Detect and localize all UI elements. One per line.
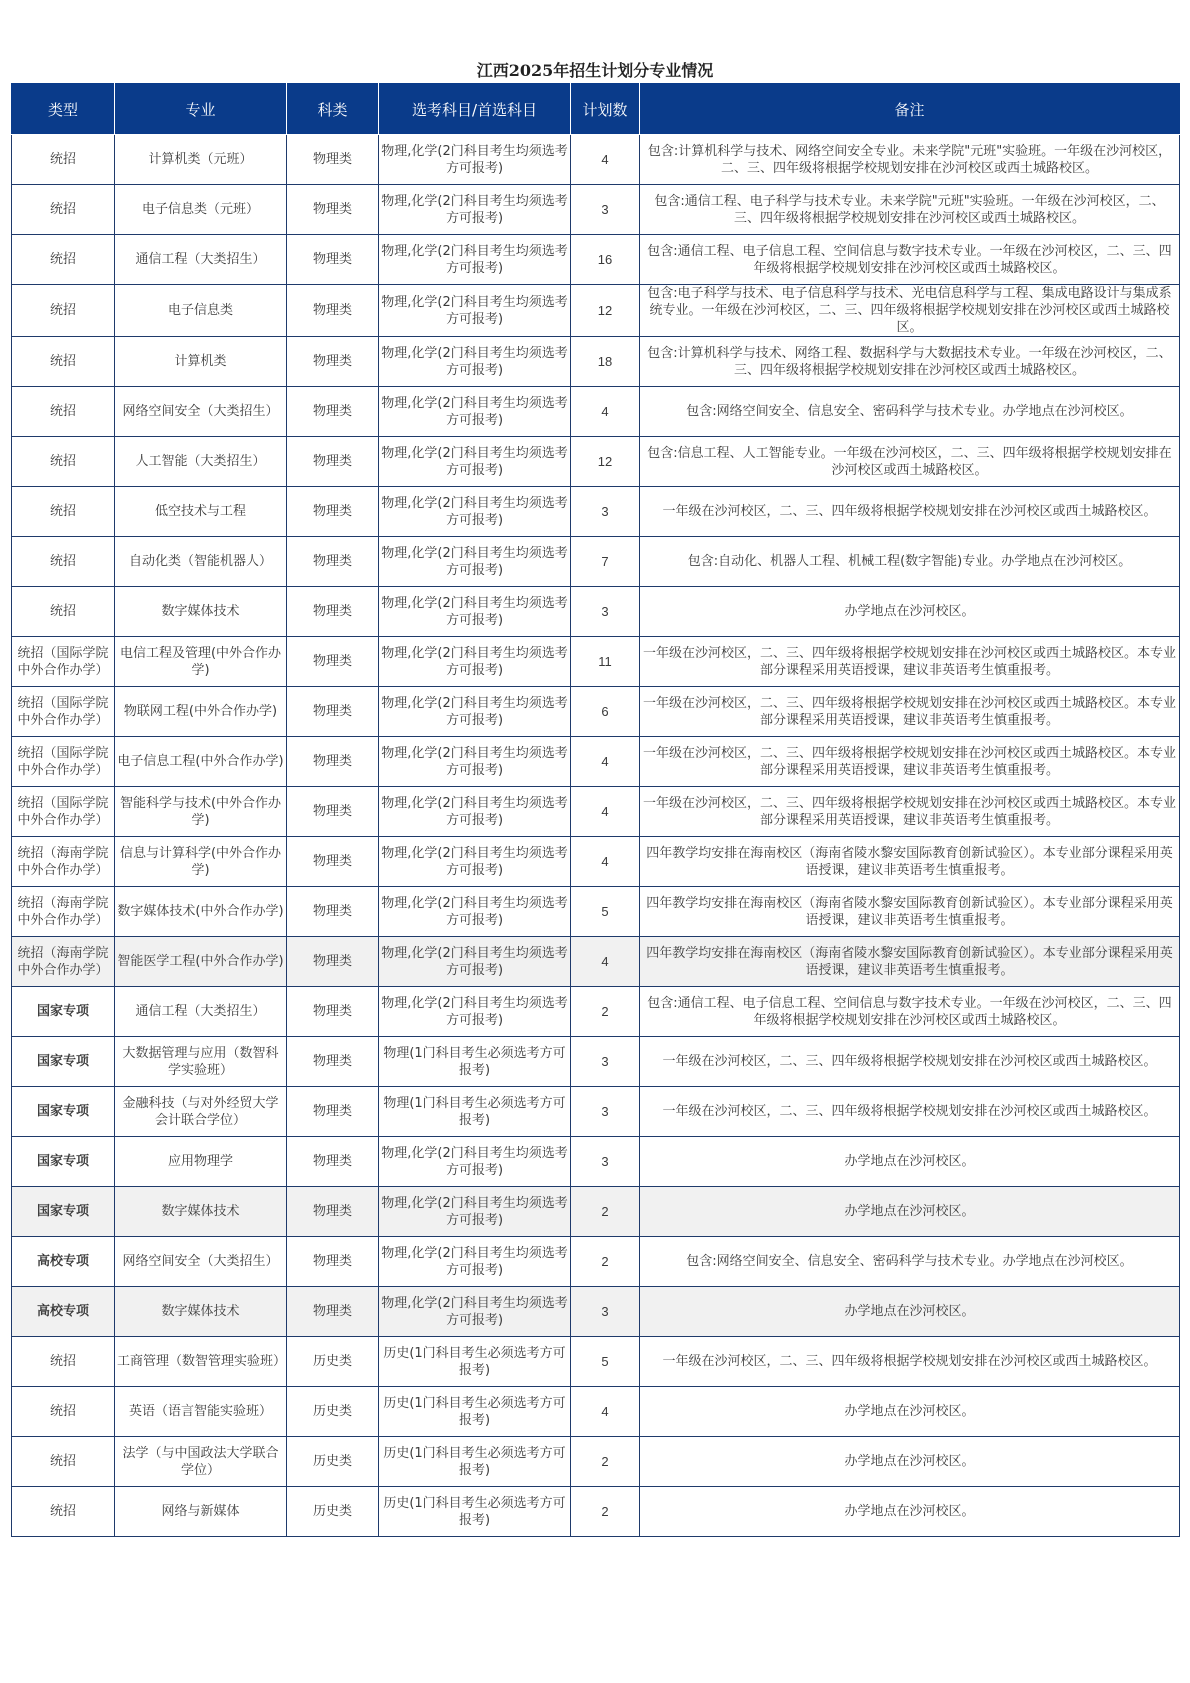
cell-type: 统招 [12,587,115,637]
cell-remark: 包含:计算机科学与技术、网络空间安全专业。未来学院"元班"实验班。一年级在沙河校区，二、三、四年级将根据学校规划安排在沙河校区或西土城路校区。 [640,135,1180,185]
cell-category: 物理类 [287,637,379,687]
cell-category: 物理类 [287,487,379,537]
cell-category: 历史类 [287,1487,379,1537]
cell-type: 高校专项 [12,1287,115,1337]
cell-count: 6 [571,687,640,737]
cell-type: 高校专项 [12,1237,115,1287]
cell-type: 统招 [12,285,115,337]
cell-count: 4 [571,737,640,787]
cell-major: 数字媒体技术 [115,1287,287,1337]
cell-major: 应用物理学 [115,1137,287,1187]
cell-major: 网络空间安全（大类招生） [115,1237,287,1287]
cell-count: 4 [571,837,640,887]
cell-type: 统招（国际学院中外合作办学） [12,787,115,837]
cell-type: 统招 [12,1437,115,1487]
cell-major: 信息与计算科学(中外合作办学) [115,837,287,887]
cell-category: 物理类 [287,687,379,737]
table-row [12,387,1180,437]
cell-subjects: 物理,化学(2门科目考生均须选考方可报考) [379,837,571,887]
cell-count: 4 [571,1387,640,1437]
cell-count: 3 [571,1087,640,1137]
cell-count: 4 [571,937,640,987]
header-category: 科类 [287,84,379,135]
cell-type: 统招 [12,1337,115,1387]
cell-category: 物理类 [287,1187,379,1237]
cell-remark: 一年级在沙河校区，二、三、四年级将根据学校规划安排在沙河校区或西土城路校区。本专业部分课程采用英语授课，建议非英语考生慎重报考。 [640,737,1180,787]
cell-remark: 包含:通信工程、电子信息工程、空间信息与数字技术专业。一年级在沙河校区，二、三、四年级将根据学校规划安排在沙河校区或西土城路校区。 [640,235,1180,285]
cell-remark: 包含:电子科学与技术、电子信息科学与技术、光电信息科学与工程、集成电路设计与集成系统专业。一年级在沙河校区，二、三、四年级将根据学校规划安排在沙河校区或西土城路校区。 [640,285,1180,337]
cell-major: 物联网工程(中外合作办学) [115,687,287,737]
table-row [12,687,1180,737]
cell-count: 16 [571,235,640,285]
cell-subjects: 物理,化学(2门科目考生均须选考方可报考) [379,437,571,487]
cell-category: 物理类 [287,1087,379,1137]
cell-subjects: 物理,化学(2门科目考生均须选考方可报考) [379,487,571,537]
table-row [12,1487,1180,1537]
cell-major: 网络空间安全（大类招生） [115,387,287,437]
cell-count: 3 [571,185,640,235]
cell-type: 统招（海南学院中外合作办学） [12,937,115,987]
cell-remark: 四年教学均安排在海南校区（海南省陵水黎安国际教育创新试验区）。本专业部分课程采用英语授课，建议非英语考生慎重报考。 [640,937,1180,987]
table-row [12,1337,1180,1387]
cell-category: 物理类 [287,1137,379,1187]
cell-category: 物理类 [287,737,379,787]
cell-category: 物理类 [287,1037,379,1087]
cell-type: 统招（国际学院中外合作办学） [12,637,115,687]
header-subjects: 选考科目/首选科目 [379,84,571,135]
cell-major: 计算机类 [115,337,287,387]
table-header-row [12,84,1180,135]
cell-subjects: 历史(1门科目考生必须选考方可报考) [379,1437,571,1487]
cell-type: 统招 [12,1487,115,1537]
table-row [12,437,1180,487]
cell-count: 3 [571,1287,640,1337]
header-major: 专业 [115,84,287,135]
header-count: 计划数 [571,84,640,135]
cell-count: 4 [571,787,640,837]
cell-category: 物理类 [287,787,379,837]
cell-subjects: 物理,化学(2门科目考生均须选考方可报考) [379,637,571,687]
cell-category: 物理类 [287,987,379,1037]
table-row [12,135,1180,185]
table-row [12,185,1180,235]
cell-type: 统招 [12,487,115,537]
cell-major: 电子信息类（元班） [115,185,287,235]
cell-major: 人工智能（大类招生） [115,437,287,487]
cell-remark: 四年教学均安排在海南校区（海南省陵水黎安国际教育创新试验区）。本专业部分课程采用英语授课，建议非英语考生慎重报考。 [640,887,1180,937]
cell-count: 7 [571,537,640,587]
table-row [12,1187,1180,1237]
cell-subjects: 物理,化学(2门科目考生均须选考方可报考) [379,1287,571,1337]
cell-remark: 一年级在沙河校区，二、三、四年级将根据学校规划安排在沙河校区或西土城路校区。本专业部分课程采用英语授课，建议非英语考生慎重报考。 [640,687,1180,737]
cell-type: 统招（海南学院中外合作办学） [12,837,115,887]
table-row [12,637,1180,687]
table-row [12,787,1180,837]
cell-type: 国家专项 [12,1137,115,1187]
table-row [12,1387,1180,1437]
cell-subjects: 物理,化学(2门科目考生均须选考方可报考) [379,687,571,737]
table-row [12,837,1180,887]
cell-remark: 办学地点在沙河校区。 [640,1187,1180,1237]
table-row [12,1137,1180,1187]
cell-count: 2 [571,987,640,1037]
admission-plan-table [11,83,1180,1537]
cell-count: 4 [571,387,640,437]
cell-remark: 包含:网络空间安全、信息安全、密码科学与技术专业。办学地点在沙河校区。 [640,387,1180,437]
cell-subjects: 物理,化学(2门科目考生均须选考方可报考) [379,587,571,637]
cell-type: 统招 [12,437,115,487]
cell-remark: 一年级在沙河校区，二、三、四年级将根据学校规划安排在沙河校区或西土城路校区。本专业部分课程采用英语授课，建议非英语考生慎重报考。 [640,637,1180,687]
header-remark: 备注 [640,84,1180,135]
cell-category: 物理类 [287,337,379,387]
cell-type: 国家专项 [12,1037,115,1087]
cell-category: 物理类 [287,1237,379,1287]
cell-subjects: 物理(1门科目考生必须选考方可报考) [379,1087,571,1137]
table-row [12,1237,1180,1287]
cell-remark: 办学地点在沙河校区。 [640,1387,1180,1437]
cell-subjects: 物理,化学(2门科目考生均须选考方可报考) [379,337,571,387]
cell-subjects: 历史(1门科目考生必须选考方可报考) [379,1337,571,1387]
cell-count: 2 [571,1437,640,1487]
cell-category: 物理类 [287,587,379,637]
cell-major: 低空技术与工程 [115,487,287,537]
cell-major: 数字媒体技术 [115,1187,287,1237]
cell-major: 计算机类（元班） [115,135,287,185]
cell-category: 物理类 [287,437,379,487]
cell-type: 统招（国际学院中外合作办学） [12,687,115,737]
cell-remark: 一年级在沙河校区，二、三、四年级将根据学校规划安排在沙河校区或西土城路校区。 [640,487,1180,537]
table-row [12,887,1180,937]
cell-count: 3 [571,1137,640,1187]
cell-major: 金融科技（与对外经贸大学会计联合学位） [115,1087,287,1137]
cell-subjects: 物理,化学(2门科目考生均须选考方可报考) [379,135,571,185]
cell-subjects: 物理(1门科目考生必须选考方可报考) [379,1037,571,1087]
table-row [12,1287,1180,1337]
table-row [12,587,1180,637]
cell-major: 工商管理（数智管理实验班） [115,1337,287,1387]
cell-remark: 四年教学均安排在海南校区（海南省陵水黎安国际教育创新试验区）。本专业部分课程采用英语授课，建议非英语考生慎重报考。 [640,837,1180,887]
table-row [12,537,1180,587]
cell-remark: 办学地点在沙河校区。 [640,1137,1180,1187]
cell-category: 历史类 [287,1337,379,1387]
cell-category: 物理类 [287,235,379,285]
page-title: 江西2025年招生计划分专业情况 [476,61,714,80]
table-row [12,1087,1180,1137]
cell-major: 数字媒体技术 [115,587,287,637]
table-row [12,737,1180,787]
cell-remark: 包含:自动化、机器人工程、机械工程(数字智能)专业。办学地点在沙河校区。 [640,537,1180,587]
cell-major: 电子信息类 [115,285,287,337]
cell-remark: 包含:计算机科学与技术、网络工程、数据科学与大数据技术专业。一年级在沙河校区，二、三、四年级将根据学校规划安排在沙河校区或西土城路校区。 [640,337,1180,387]
table-row [12,1037,1180,1087]
table-row [12,285,1180,337]
cell-major: 电信工程及管理(中外合作办学) [115,637,287,687]
cell-remark: 一年级在沙河校区，二、三、四年级将根据学校规划安排在沙河校区或西土城路校区。 [640,1087,1180,1137]
table-row [12,987,1180,1037]
cell-subjects: 物理,化学(2门科目考生均须选考方可报考) [379,285,571,337]
cell-subjects: 物理,化学(2门科目考生均须选考方可报考) [379,1187,571,1237]
cell-type: 统招 [12,235,115,285]
cell-type: 国家专项 [12,1187,115,1237]
cell-category: 物理类 [287,387,379,437]
cell-count: 3 [571,587,640,637]
cell-category: 历史类 [287,1437,379,1487]
cell-category: 物理类 [287,185,379,235]
cell-type: 统招 [12,337,115,387]
cell-major: 智能科学与技术(中外合作办学) [115,787,287,837]
table-row [12,487,1180,537]
cell-subjects: 物理,化学(2门科目考生均须选考方可报考) [379,987,571,1037]
header-type: 类型 [12,84,115,135]
cell-category: 物理类 [287,837,379,887]
cell-remark: 包含:网络空间安全、信息安全、密码科学与技术专业。办学地点在沙河校区。 [640,1237,1180,1287]
table-row [12,235,1180,285]
cell-subjects: 物理,化学(2门科目考生均须选考方可报考) [379,887,571,937]
cell-type: 统招 [12,1387,115,1437]
cell-subjects: 物理,化学(2门科目考生均须选考方可报考) [379,737,571,787]
cell-subjects: 历史(1门科目考生必须选考方可报考) [379,1387,571,1437]
cell-major: 自动化类（智能机器人） [115,537,287,587]
table-row [12,937,1180,987]
cell-count: 2 [571,1237,640,1287]
cell-subjects: 物理,化学(2门科目考生均须选考方可报考) [379,387,571,437]
cell-major: 智能医学工程(中外合作办学) [115,937,287,987]
cell-category: 物理类 [287,937,379,987]
cell-type: 统招 [12,135,115,185]
cell-subjects: 物理,化学(2门科目考生均须选考方可报考) [379,787,571,837]
cell-type: 统招 [12,387,115,437]
cell-remark: 办学地点在沙河校区。 [640,1287,1180,1337]
cell-remark: 包含:信息工程、人工智能专业。一年级在沙河校区，二、三、四年级将根据学校规划安排在沙河校区或西土城路校区。 [640,437,1180,487]
cell-count: 12 [571,437,640,487]
cell-major: 电子信息工程(中外合作办学) [115,737,287,787]
table-row [12,337,1180,387]
cell-count: 5 [571,887,640,937]
cell-type: 国家专项 [12,1087,115,1137]
cell-remark: 包含:通信工程、电子信息工程、空间信息与数字技术专业。一年级在沙河校区，二、三、四年级将根据学校规划安排在沙河校区或西土城路校区。 [640,987,1180,1037]
table-body [12,135,1180,1537]
cell-major: 英语（语言智能实验班） [115,1387,287,1437]
cell-remark: 办学地点在沙河校区。 [640,1437,1180,1487]
cell-category: 物理类 [287,887,379,937]
cell-category: 物理类 [287,537,379,587]
cell-subjects: 物理,化学(2门科目考生均须选考方可报考) [379,537,571,587]
cell-count: 18 [571,337,640,387]
cell-count: 12 [571,285,640,337]
cell-subjects: 物理,化学(2门科目考生均须选考方可报考) [379,1237,571,1287]
cell-category: 物理类 [287,135,379,185]
cell-type: 统招（国际学院中外合作办学） [12,737,115,787]
cell-major: 数字媒体技术(中外合作办学) [115,887,287,937]
cell-count: 4 [571,135,640,185]
cell-count: 3 [571,487,640,537]
cell-subjects: 物理,化学(2门科目考生均须选考方可报考) [379,937,571,987]
cell-major: 大数据管理与应用（数智科学实验班） [115,1037,287,1087]
cell-count: 5 [571,1337,640,1387]
cell-count: 2 [571,1487,640,1537]
cell-major: 通信工程（大类招生） [115,987,287,1037]
cell-subjects: 历史(1门科目考生必须选考方可报考) [379,1487,571,1537]
cell-major: 通信工程（大类招生） [115,235,287,285]
cell-count: 2 [571,1187,640,1237]
table-row [12,1437,1180,1487]
cell-remark: 办学地点在沙河校区。 [640,587,1180,637]
cell-category: 历史类 [287,1387,379,1437]
cell-category: 物理类 [287,285,379,337]
cell-type: 统招（海南学院中外合作办学） [12,887,115,937]
cell-subjects: 物理,化学(2门科目考生均须选考方可报考) [379,1137,571,1187]
cell-subjects: 物理,化学(2门科目考生均须选考方可报考) [379,185,571,235]
cell-category: 物理类 [287,1287,379,1337]
cell-remark: 一年级在沙河校区，二、三、四年级将根据学校规划安排在沙河校区或西土城路校区。 [640,1337,1180,1387]
cell-type: 统招 [12,537,115,587]
cell-count: 11 [571,637,640,687]
cell-remark: 办学地点在沙河校区。 [640,1487,1180,1537]
cell-remark: 一年级在沙河校区，二、三、四年级将根据学校规划安排在沙河校区或西土城路校区。 [640,1037,1180,1087]
cell-subjects: 物理,化学(2门科目考生均须选考方可报考) [379,235,571,285]
cell-type: 统招 [12,185,115,235]
cell-remark: 包含:通信工程、电子科学与技术专业。未来学院"元班"实验班。一年级在沙河校区，二、三、四年级将根据学校规划安排在沙河校区或西土城路校区。 [640,185,1180,235]
cell-major: 法学（与中国政法大学联合学位） [115,1437,287,1487]
cell-count: 3 [571,1037,640,1087]
cell-major: 网络与新媒体 [115,1487,287,1537]
cell-remark: 一年级在沙河校区，二、三、四年级将根据学校规划安排在沙河校区或西土城路校区。本专业部分课程采用英语授课，建议非英语考生慎重报考。 [640,787,1180,837]
cell-type: 国家专项 [12,987,115,1037]
